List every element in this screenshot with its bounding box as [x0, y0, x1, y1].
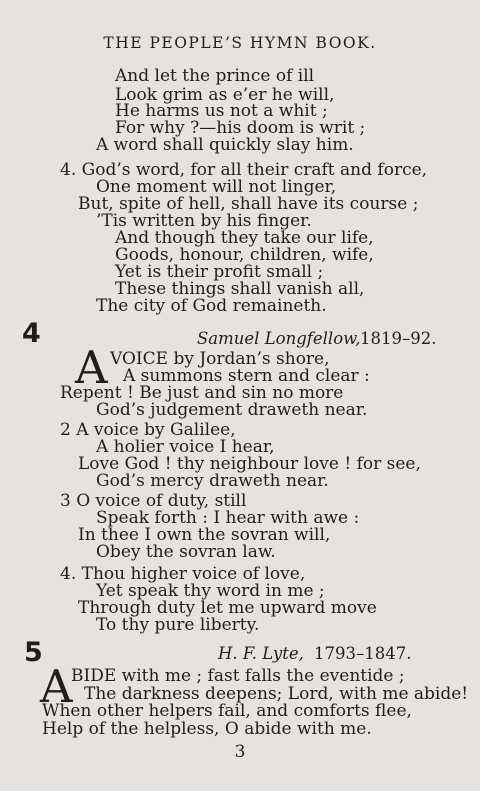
hymn-line: He harms us not a whit ; — [115, 101, 328, 121]
hymn-line: BIDE with me ; fast falls the eventide ; — [71, 666, 405, 686]
drop-cap: A — [75, 341, 108, 394]
hymn-dates: 1819–92. — [360, 329, 437, 348]
hymn-line: ’Tis written by his finger. — [96, 211, 312, 231]
running-header: THE PEOPLE’S HYMN BOOK. — [103, 34, 377, 52]
page-number: 3 — [234, 742, 246, 762]
hymn-line: Love God ! thy neighbour love ! for see, — [78, 454, 421, 474]
hymn-dates: 1793–1847. — [314, 644, 412, 663]
hymn-line: When other helpers fail, and comforts flee, — [42, 701, 412, 721]
hymn-line: Yet speak thy word in me ; — [96, 581, 325, 601]
hymn-line: The darkness deepens; Lord, with me abide! — [84, 684, 469, 704]
hymn-line: The city of God remaineth. — [96, 296, 327, 316]
hymn-line: In thee I own the sovran will, — [78, 525, 331, 545]
hymn-line: For why ?—his doom is writ ; — [115, 118, 366, 138]
verse-line: 4. Thou higher voice of love, — [60, 564, 306, 584]
hymn-line: Speak forth : I hear with awe : — [96, 508, 360, 528]
hymn-line: And though they take our life, — [115, 228, 374, 248]
hymn-line: Through duty let me upward move — [78, 598, 377, 618]
hymn-line: But, spite of hell, shall have its course ; — [78, 194, 419, 214]
verse-line: 3 O voice of duty, still — [60, 491, 247, 511]
hymn-line: Look grim as e’er he will, — [115, 85, 335, 105]
hymn-number: 4 — [22, 318, 41, 349]
verse-line: 4. God’s word, for all their craft and force, — [60, 160, 428, 180]
verse-line: 2 A voice by Galilee, — [60, 420, 236, 440]
hymn-line: Yet is their profit small ; — [115, 262, 324, 282]
hymn-number: 5 — [24, 637, 43, 668]
hymn-line: God’s judgement draweth near. — [96, 400, 368, 420]
hymn-line: Goods, honour, children, wife, — [115, 245, 374, 265]
hymn-author: H. F. Lyte, — [218, 644, 304, 663]
hymn-line: A summons stern and clear : — [123, 366, 370, 386]
hymn-line: Help of the helpless, O abide with me. — [42, 719, 372, 739]
drop-cap: A — [40, 660, 73, 713]
hymn-author: Samuel Longfellow, — [197, 329, 361, 348]
hymn-line: And let the prince of ill — [115, 66, 315, 86]
hymn-line: To thy pure liberty. — [96, 615, 260, 635]
hymn-line: Repent ! Be just and sin no more — [60, 383, 344, 403]
hymn-line: VOICE by Jordan’s shore, — [110, 349, 330, 369]
hymn-line: A holier voice I hear, — [96, 437, 275, 457]
hymn-line: A word shall quickly slay him. — [96, 135, 354, 155]
hymn-line: God’s mercy draweth near. — [96, 471, 329, 491]
hymn-line: These things shall vanish all, — [115, 279, 365, 299]
hymn-line: Obey the sovran law. — [96, 542, 276, 562]
hymn-line: One moment will not linger, — [96, 177, 337, 197]
